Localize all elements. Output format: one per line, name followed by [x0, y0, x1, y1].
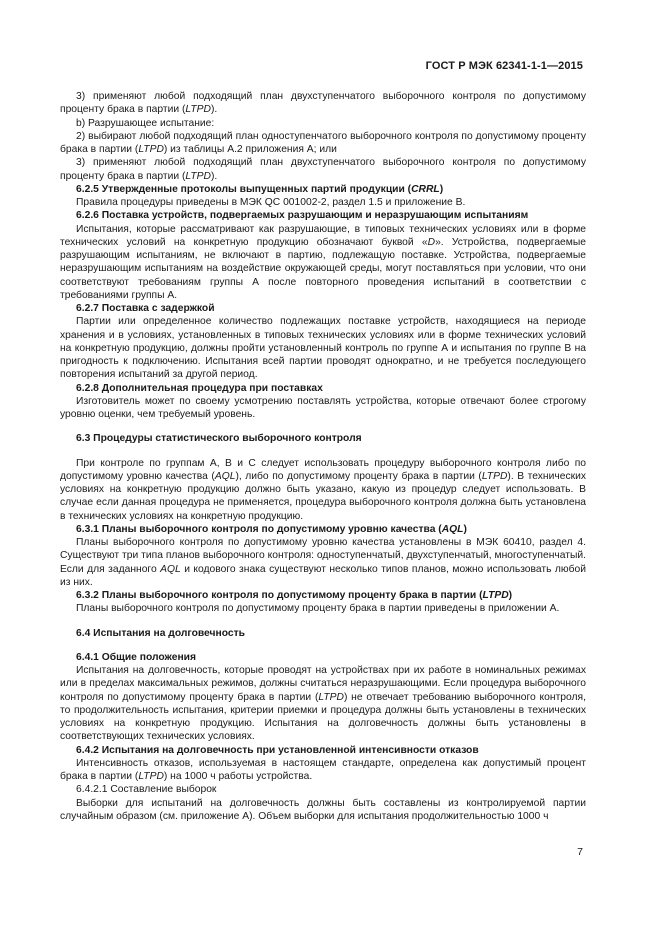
paragraph: Планы выборочного контроля по допустимому уровню качества установлены в МЭК 60410, раздел 4. Существуют три типа планов выборочного контроля: одноступенчатый, двухступенчатый, многоступенчатый. Если для заданного AQL и кодового знака существуют несколько типов планов, можно использовать любой из них.: [60, 537, 587, 588]
paragraph: Изготовитель может по своему усмотрению поставлять устройства, которые отвечают более строгому уровню оценки, чем требуемый уровень.: [60, 395, 586, 420]
section-heading: 6.2.6 Поставка устройств, подвергаемых разрушающим и неразрушающим испытаниям: [76, 210, 529, 222]
section-heading: 6.3 Процедуры статистического выборочного контроля: [76, 433, 362, 445]
document-body: [60, 90, 586, 823]
paragraph: При контроле по группам А, В и С следует использовать процедуру выборочного контроля либо по допустимому уровню качества (AQL), либо по допустимому проценту брака в партии (LTPD). В технических условиях на конкретную продукцию должно быть указано, какую из процедур следует использовать. В случае если данная процедура не применяется, процедура выборочного контроля должна быть установлена в технических условиях на конкретную продукцию.: [60, 457, 586, 522]
section-heading: 6.4.1 Общие положения: [76, 651, 196, 663]
paragraph-gap: [60, 616, 586, 627]
paragraph: Интенсивность отказов, используемая в настоящем стандарте, определена как допустимый процент брака в партии (LTPD) на 1000 ч работы устройства.: [60, 757, 586, 782]
page-number: 7: [577, 846, 583, 858]
paragraph: Испытания на долговечность, которые проводят на устройствах при их работе в номинальных режимах или в пределах максимальных режимов, должны считаться неразрушающими. Если процедура выборочного контроля по допустимому проценту брака в партии (LTPD) не отвечает требованию выборочного контроля, то продолжительность испытания, критерии приемки и процедура должны быть установлены в технических условиях на конкретную продукцию. Испытания на долговечность должны быть установлены в соответствующих технических условиях.: [60, 665, 586, 743]
paragraph-gap: [60, 421, 586, 432]
section-heading: 6.2.8 Дополнительная процедура при поставках: [76, 382, 323, 394]
paragraph: 2) выбирают любой подходящий план одноступенчатого выборочного контроля по допустимому проценту брака в партии (LTPD) из таблицы А.2 приложения А; или: [60, 130, 586, 155]
paragraph-gap: [60, 446, 586, 457]
paragraph: 3) применяют любой подходящий план двухступенчатого выборочного контроля по допустимому проценту брака в партии (LTPD).: [60, 91, 586, 116]
section-heading: 6.2.7 Поставка с задержкой: [76, 303, 215, 314]
paragraph: 6.4.2.1 Составление выборок: [76, 784, 217, 796]
paragraph: Планы выборочного контроля по допустимому проценту брака в партии приведены в приложении А.: [76, 603, 560, 615]
section-heading: 6.4 Испытания на долговечность: [76, 627, 245, 639]
paragraph: Правила процедуры приведены в МЭК QC 001002-2, раздел 1.5 и приложение В.: [76, 197, 466, 208]
paragraph-gap: [60, 640, 586, 651]
standard-header: ГОСТ Р МЭК 62341-1-1—2015: [425, 60, 583, 72]
section-heading: 6.3.2 Планы выборочного контроля по допустимому проценту брака в партии (LTPD): [76, 590, 513, 601]
section-heading: 6.4.2 Испытания на долговечность при установленной интенсивности отказов: [76, 744, 479, 756]
paragraph: Выборки для испытаний на долговечность должны быть составлены из контролируемой партии случайным образом (см. приложение А). Объем выборки для испытания продолжительностью 1000 ч: [60, 797, 586, 822]
section-heading: 6.3.1 Планы выборочного контроля по допустимому уровню качества (AQL): [76, 523, 467, 535]
paragraph: 3) применяют любой подходящий план двухступенчатого выборочного контроля по допустимому проценту брака в партии (LTPD).: [60, 157, 586, 182]
section-heading: 6.2.5 Утвержденные протоколы выпущенных партий продукции (CRRL): [76, 183, 444, 195]
paragraph: Партии или определенное количество подлежащих поставке устройств, находящиеся на периоде хранения и в условиях, установленных в типовых технических условиях или в форме технических условий на конкретную продукцию, должны пройти установленный контроль по группе А и испытания по группе В на пригодность к подключению. Испытания всей партии проводят однократно, и не требуется последующего повторения испытаний за другой период.: [60, 316, 586, 381]
paragraph: b) Разрушающее испытание:: [76, 117, 215, 129]
paragraph: Испытания, которые рассматривают как разрушающие, в типовых технических условиях или в форме технических условий на конкретную продукцию обозначают буквой «D». Устройства, подвергаемые разрушающим испытаниям, не включают в партию, подлежащую поставке. Устройства, подвергаемые неразрушающим испытаниям на воздействие окружающей среды, могут поставляться при условии, что они соответствуют требованиям группы А после повторного проведения испытаний в соответствии с требованиями группы А.: [60, 223, 586, 301]
